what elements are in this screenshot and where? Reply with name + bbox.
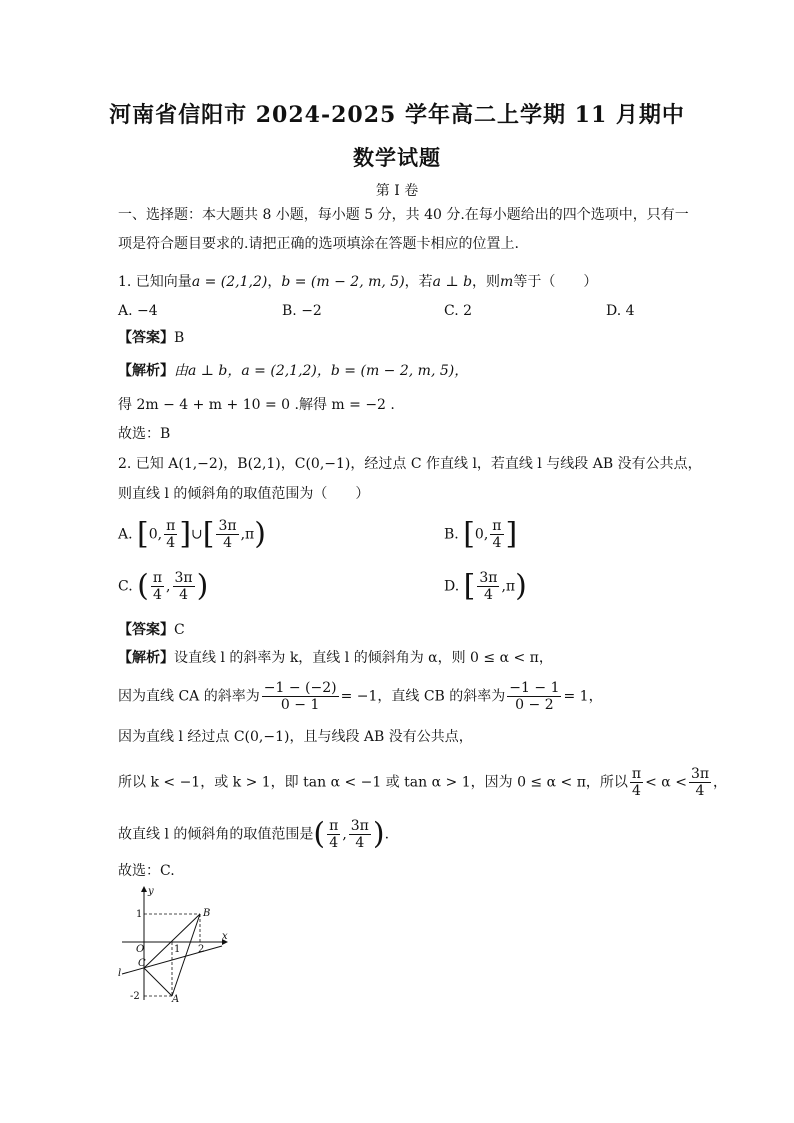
- q1-option-c: C. 2: [444, 303, 473, 319]
- frac-den: 4: [355, 835, 365, 851]
- frac-den: 0 − 2: [515, 697, 554, 713]
- frac-den: 4: [483, 587, 493, 603]
- q1-stem-b: ，则: [472, 274, 501, 290]
- frac-num: −1 − 1: [509, 680, 560, 696]
- analysis-text: < α <: [645, 774, 687, 791]
- q2-analysis-line2: [118, 680, 603, 713]
- frac-num: π: [329, 818, 339, 834]
- frac-den: 0 − 1: [280, 697, 320, 713]
- frac-num: 3π: [218, 518, 237, 534]
- tick-y1: 1: [136, 909, 143, 920]
- page-subtitle: 数学试题: [353, 145, 441, 170]
- q1-analysis-line1: [118, 361, 468, 381]
- axis-x-label: x: [222, 931, 228, 942]
- analysis-text: 所以 k < −1，或 k > 1，即 tan α < −1 或 tan α > 1，因为 0 ≤ α < π，所以: [118, 774, 628, 791]
- q1-vector-a: a = (2,1,2): [191, 274, 268, 290]
- q1-var-m: m: [500, 274, 514, 290]
- q2-answer: [118, 620, 185, 640]
- opt-label: A.: [118, 526, 133, 543]
- analysis-text: = −1，直线 CB 的斜率为: [340, 688, 506, 705]
- page-title: 河南省信阳市 2024-2025 学年高二上学期 11 月期中: [109, 102, 685, 128]
- frac-den: 4: [492, 535, 502, 551]
- q1-cond-pre: ，若: [404, 274, 433, 290]
- num-zero: 0: [474, 526, 484, 543]
- q1-stem-text: 1. 已知向量: [118, 274, 192, 290]
- num-zero: 0: [148, 526, 158, 543]
- frac-num: 3π: [174, 570, 193, 586]
- point-b-label: B: [203, 908, 211, 919]
- frac-num: 3π: [479, 570, 498, 586]
- frac-den: 4: [179, 587, 189, 603]
- q1-answer: [118, 328, 184, 348]
- frac-den: 4: [329, 835, 339, 851]
- opt-label: D.: [444, 578, 460, 595]
- question-1-stem: [118, 272, 597, 292]
- opt-label: B.: [444, 526, 459, 543]
- answer-value: B: [174, 330, 185, 346]
- frac-num: 3π: [690, 766, 710, 782]
- y-axis-arrow: [141, 886, 147, 892]
- q2-final: 故选：C.: [118, 863, 175, 879]
- frac-den: 4: [223, 535, 232, 551]
- q1-condition: a ⊥ b: [432, 274, 473, 290]
- q2-analysis-line1: [118, 648, 553, 668]
- q2-option-c: C. ( $\frac{\pi}{4}$ , $\frac{3\pi}{4}$ ): [118, 568, 209, 604]
- segment-ca: [144, 968, 172, 996]
- coordinate-figure: [112, 882, 237, 1002]
- q2-analysis-line3: 因为直线 l 经过点 C(0,−1)，且与线段 AB 没有公共点，: [118, 729, 473, 745]
- q1-final: 故选：B: [118, 426, 171, 442]
- tick-yneg2: -2: [130, 991, 140, 1002]
- q2-analysis-line5: 故直线 l 的倾斜角的取值范围是( $\frac{\pi}{4}$ , $\frac{3\pi}{4}$ ).: [118, 816, 390, 852]
- frac-num: π: [492, 518, 502, 534]
- answer-label: 【答案】: [118, 330, 174, 346]
- section-intro-line1: 一、选择题：本大题共 8 小题，每小题 5 分，共 40 分.在每小题给出的四个选项中，只有一: [118, 207, 689, 223]
- q1-vector-b: b = (m − 2, m, 5): [281, 274, 405, 290]
- frac-num: −1 − (−2): [263, 680, 337, 696]
- frac-den: 4: [632, 783, 641, 799]
- pi-symbol: π: [245, 526, 255, 543]
- analysis-text: 故直线 l 的倾斜角的取值范围是: [118, 826, 314, 843]
- analysis-label: 【解析】: [118, 363, 174, 379]
- volume-label: 第 I 卷: [375, 183, 419, 199]
- analysis-text: 由a ⊥ b，a = (2,1,2)，b = (m − 2, m, 5)，: [174, 363, 469, 379]
- line-l-label: l: [118, 968, 122, 979]
- analysis-text: 因为直线 CA 的斜率为: [118, 688, 260, 705]
- question-2-stem-line2: 则直线 l 的倾斜角的取值范围为（ ）: [118, 486, 370, 502]
- frac-num: π: [166, 518, 176, 534]
- q1-stem-c: 等于（ ）: [513, 274, 598, 290]
- question-2-stem-line1: 2. 已知 A(1,−2)，B(2,1)，C(0,−1)，经过点 C 作直线 l，若直线 l 与线段 AB 没有公共点，: [118, 456, 702, 472]
- frac-num: π: [631, 766, 642, 782]
- answer-value: C: [174, 622, 185, 638]
- q1-sep: ，: [267, 274, 282, 290]
- pi-symbol: π: [505, 578, 516, 595]
- answer-label: 【答案】: [118, 622, 174, 638]
- frac-den: 4: [695, 783, 705, 799]
- axis-y-label: y: [148, 886, 154, 897]
- tick-x1: 1: [174, 944, 181, 955]
- q2-option-a: A. [0, $\frac{\pi}{4}$ ]∪[ $\frac{3\pi}{4}$ ,π): [118, 516, 266, 552]
- q1-analysis-line2: 得 2m − 4 + m + 10 = 0 .解得 m = −2 .: [118, 397, 395, 413]
- analysis-label: 【解析】: [118, 650, 174, 666]
- analysis-text: ，: [713, 774, 728, 791]
- q2-analysis-line4: [118, 766, 727, 799]
- q1-option-a: A. −4: [118, 303, 158, 319]
- segment-ab: [172, 914, 200, 996]
- section-intro-line2: 项是符合题目要求的.请把正确的选项填涂在答题卡相应的位置上.: [118, 236, 519, 252]
- analysis-text: 设直线 l 的斜率为 k，直线 l 的倾斜角为 α，则 0 ≤ α < π，: [174, 650, 553, 666]
- frac-num: 3π: [350, 818, 369, 834]
- point-a-label: A: [172, 994, 180, 1002]
- q1-option-b: B. −2: [282, 303, 322, 319]
- origin-label: O: [136, 944, 145, 955]
- frac-num: π: [152, 570, 163, 586]
- q2-option-b: B. [0, $\frac{\pi}{4}$ ]: [444, 516, 518, 552]
- tick-x2: 2: [198, 944, 205, 955]
- opt-label: C.: [118, 578, 133, 595]
- point-c-label: C: [138, 958, 146, 969]
- analysis-text: = 1，: [563, 688, 603, 705]
- q1-option-d: D. 4: [606, 303, 635, 319]
- analysis-text: .: [384, 826, 390, 843]
- frac-den: 4: [152, 587, 162, 603]
- q2-option-d: D. [ $\frac{3\pi}{4}$ ,π): [444, 568, 527, 604]
- frac-den: 4: [166, 535, 176, 551]
